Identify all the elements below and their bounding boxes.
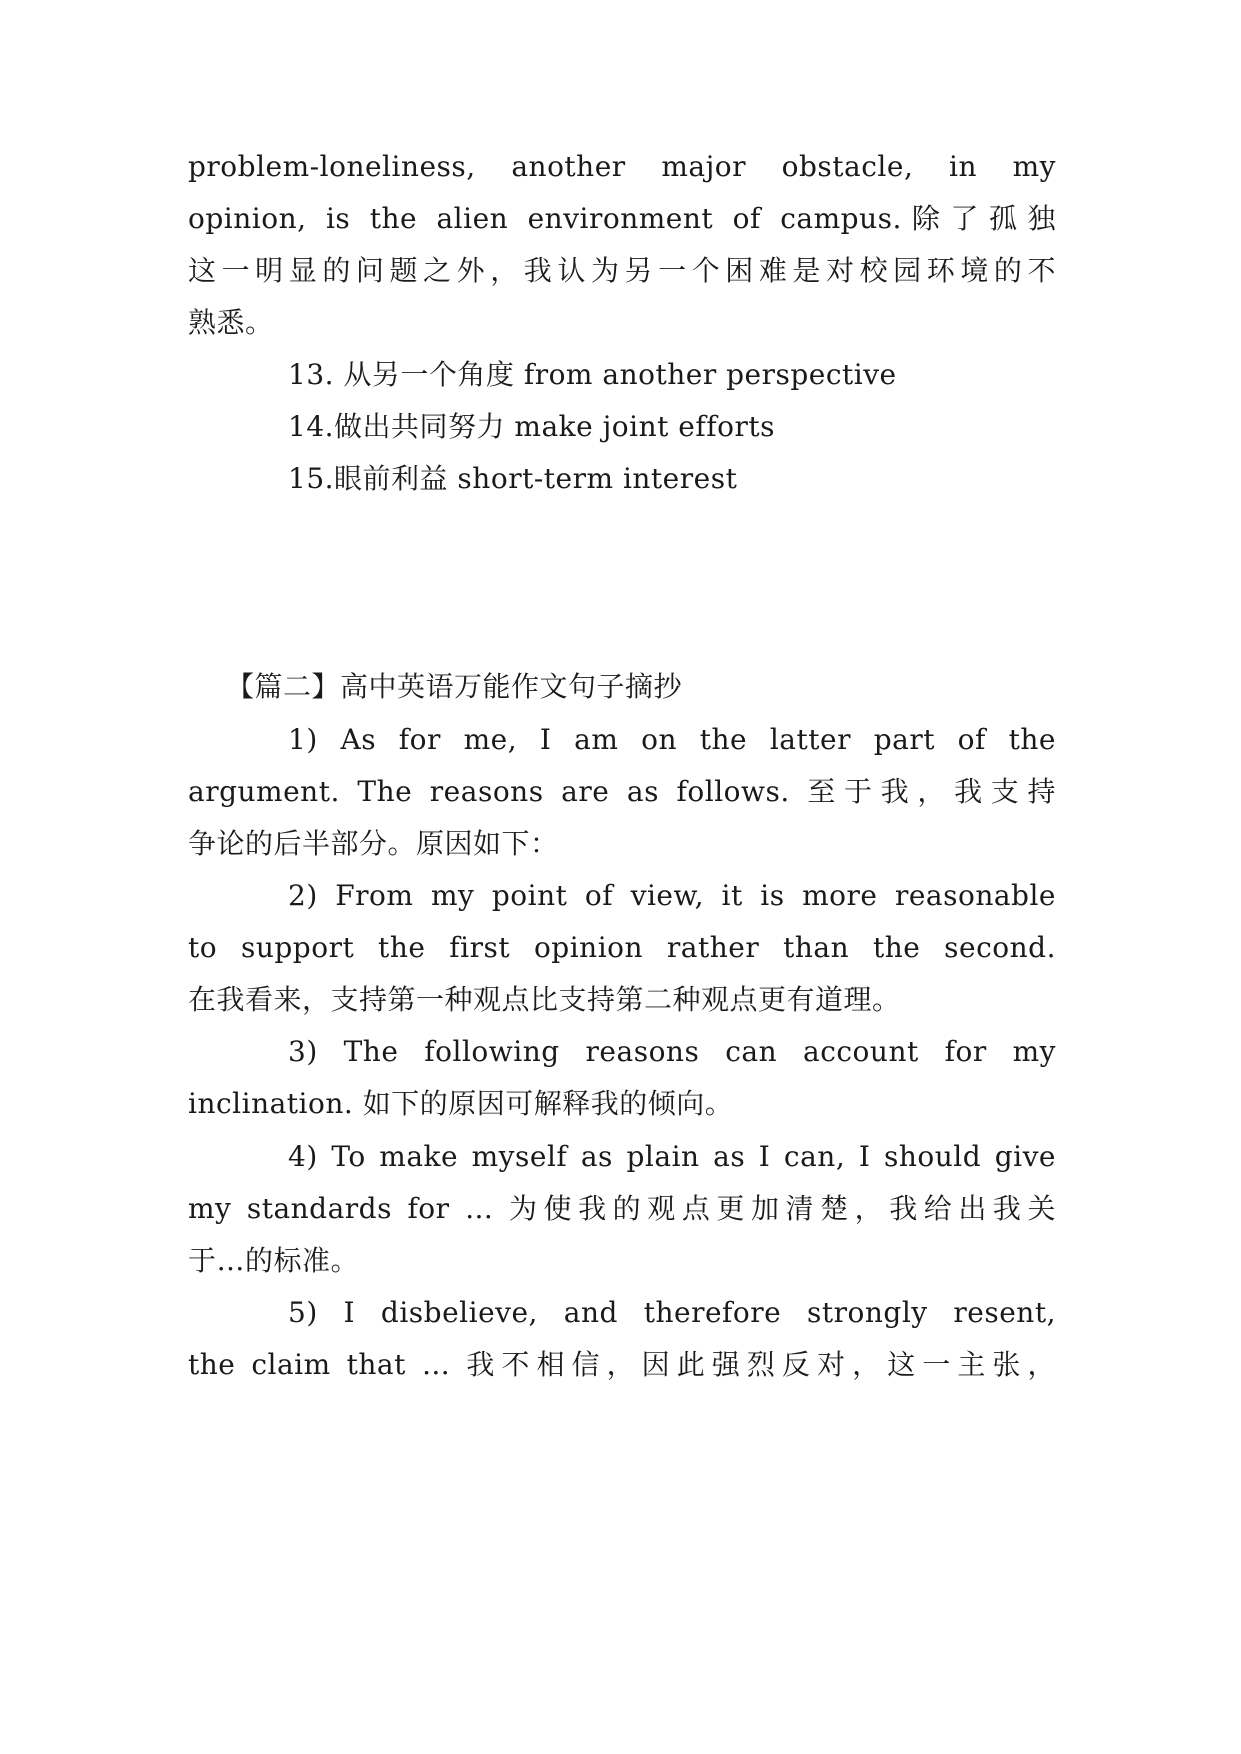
sentence-line: 2) From my point of view, it is more reasonable [288, 879, 1056, 912]
sentence-line: 3) The following reasons can account for my [288, 1035, 1056, 1068]
sentence-line: argument. The reasons are as follows. 至于我，我支持 [188, 775, 1056, 808]
paragraph-line: 熟悉。 [188, 306, 274, 339]
phrase-item: 14.做出共同努力 make joint efforts [288, 410, 775, 443]
sentence-line: to support the first opinion rather than the second. [188, 931, 1056, 964]
sentence-line: 5) I disbelieve, and therefore strongly resent, [288, 1296, 1056, 1329]
sentence-line: 在我看来，支持第一种观点比支持第二种观点更有道理。 [188, 983, 901, 1016]
paragraph-line: opinion, is the alien environment of campus.除了孤独 [188, 202, 1056, 235]
sentence-line: 于…的标准。 [188, 1244, 360, 1277]
sentence-line: 争论的后半部分。原因如下： [188, 827, 559, 860]
phrase-item: 15.眼前利益 short-term interest [288, 462, 738, 495]
paragraph-line: 这一明显的问题之外，我认为另一个困难是对校园环境的不 [188, 254, 1056, 287]
paragraph-line: problem-loneliness, another major obstacle, in my [188, 150, 1056, 183]
sentence-line: my standards for … 为使我的观点更加清楚，我给出我关 [188, 1192, 1056, 1225]
sentence-line: 4) To make myself as plain as I can, I should give [288, 1140, 1056, 1173]
section-heading: 【篇二】高中英语万能作文句子摘抄 [226, 670, 683, 703]
phrase-item: 13. 从另一个角度 from another perspective [288, 358, 897, 391]
sentence-line: the claim that … 我不相信，因此强烈反对，这一主张， [188, 1348, 1056, 1381]
sentence-line: 1) As for me, I am on the latter part of the [288, 723, 1056, 756]
sentence-line: inclination. 如下的原因可解释我的倾向。 [188, 1087, 734, 1120]
